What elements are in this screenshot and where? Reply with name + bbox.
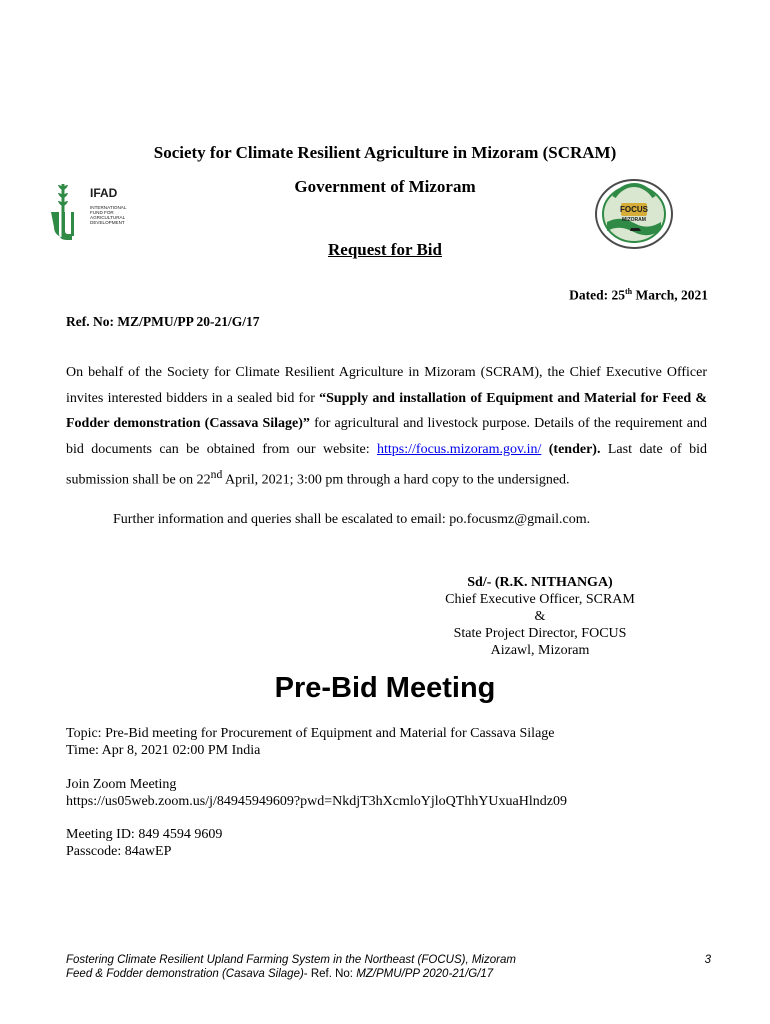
focus-mizoram-logo [592, 178, 676, 250]
page-number: 3 [704, 954, 711, 966]
signature-block [390, 574, 690, 659]
footer-line-2 [66, 967, 711, 981]
footer-project-title: Feed & Fodder demonstration (Casava Silage) [66, 968, 304, 980]
paragraph-text-part-1: On behalf of the Society for Climate Resilient Agriculture in Mizoram (SCRAM), the Chief Executive Officer invites interested bidders in a sealed bid for [66, 365, 707, 406]
pre-bid-meeting-heading: Pre-Bid Meeting [274, 672, 496, 704]
join-zoom-meeting-label: Join Zoom Meeting [66, 777, 177, 792]
government-title: Government of Mizoram [294, 177, 476, 196]
svg-text:AGRICULTURAL: AGRICULTURAL [90, 215, 126, 220]
request-for-bid-title: Request for Bid [328, 240, 442, 259]
reference-number: Ref. No: MZ/PMU/PP 20-21/G/17 [66, 314, 260, 329]
meeting-id: Meeting ID: 849 4594 9609 [66, 827, 223, 842]
meeting-time: Time: Apr 8, 2021 02:00 PM India [66, 743, 261, 758]
page-footer [66, 953, 711, 981]
dated-suffix: March, 2021 [632, 287, 708, 303]
date-ordinal: nd [210, 468, 223, 481]
organization-title: Society for Climate Resilient Agriculture in Mizoram (SCRAM) [153, 143, 617, 162]
signatory-name: Sd/- (R.K. NITHANGA) [467, 575, 613, 590]
paragraph-text-part-3: Last date of bid submission shall be on 22 [66, 441, 707, 488]
svg-text:IFAD: IFAD [90, 186, 118, 200]
ifad-logo [48, 178, 134, 244]
signatory-title-1: Chief Executive Officer, SCRAM [445, 592, 635, 607]
zoom-meeting-url[interactable]: https://us05web.zoom.us/j/84945949609?pwd=NkdjT3hXcmloYjloQThhYUxuaHlndz09 [66, 794, 567, 809]
svg-text:DEVELOPMENT: DEVELOPMENT [90, 220, 125, 225]
bid-invitation-paragraph [66, 360, 707, 493]
footer-ref-label: - Ref. No: [303, 968, 357, 980]
signatory-location: Aizawl, Mizoram [490, 643, 590, 658]
dated-suffix-ordinal: th [625, 287, 633, 296]
dated-line [569, 287, 708, 304]
meeting-topic: Topic: Pre-Bid meeting for Procurement of Equipment and Material for Cassava Silage [66, 726, 555, 741]
footer-ref-value: MZ/PMU/PP 2020-21/G/17 [356, 968, 494, 980]
svg-text:FOCUS: FOCUS [620, 205, 648, 214]
further-information: Further information and queries shall be escalated to email: po.focusmz@gmail.com. [113, 512, 591, 527]
wheat-icon [51, 184, 74, 240]
svg-text:MIZORAM: MIZORAM [622, 217, 646, 223]
focus-website-link[interactable]: https://focus.mizoram.gov.in/ [377, 441, 542, 457]
signatory-title-2: State Project Director, FOCUS [453, 626, 627, 641]
dated-prefix: Dated: 25 [569, 287, 625, 303]
tender-label: (tender). [541, 441, 601, 457]
footer-line-1: Fostering Climate Resilient Upland Farming System in the Northeast (FOCUS), Mizoram [66, 954, 516, 966]
meeting-passcode: Passcode: 84awEP [66, 844, 172, 859]
signatory-ampersand: & [534, 609, 546, 624]
svg-text:INTERNATIONAL: INTERNATIONAL [90, 205, 127, 210]
bid-item-description: “Supply and installation of Equipment and Material for Feed & Fodder demonstration (Cassava Silage)” [66, 390, 707, 431]
svg-text:FUND FOR: FUND FOR [90, 210, 114, 215]
paragraph-text-part-2: for agricultural and livestock purpose. Details of the requirement and bid documents can be obtained from our website: [66, 416, 707, 457]
paragraph-text-part-4: April, 2021; 3:00 pm through a hard copy to the undersigned. [222, 472, 570, 488]
